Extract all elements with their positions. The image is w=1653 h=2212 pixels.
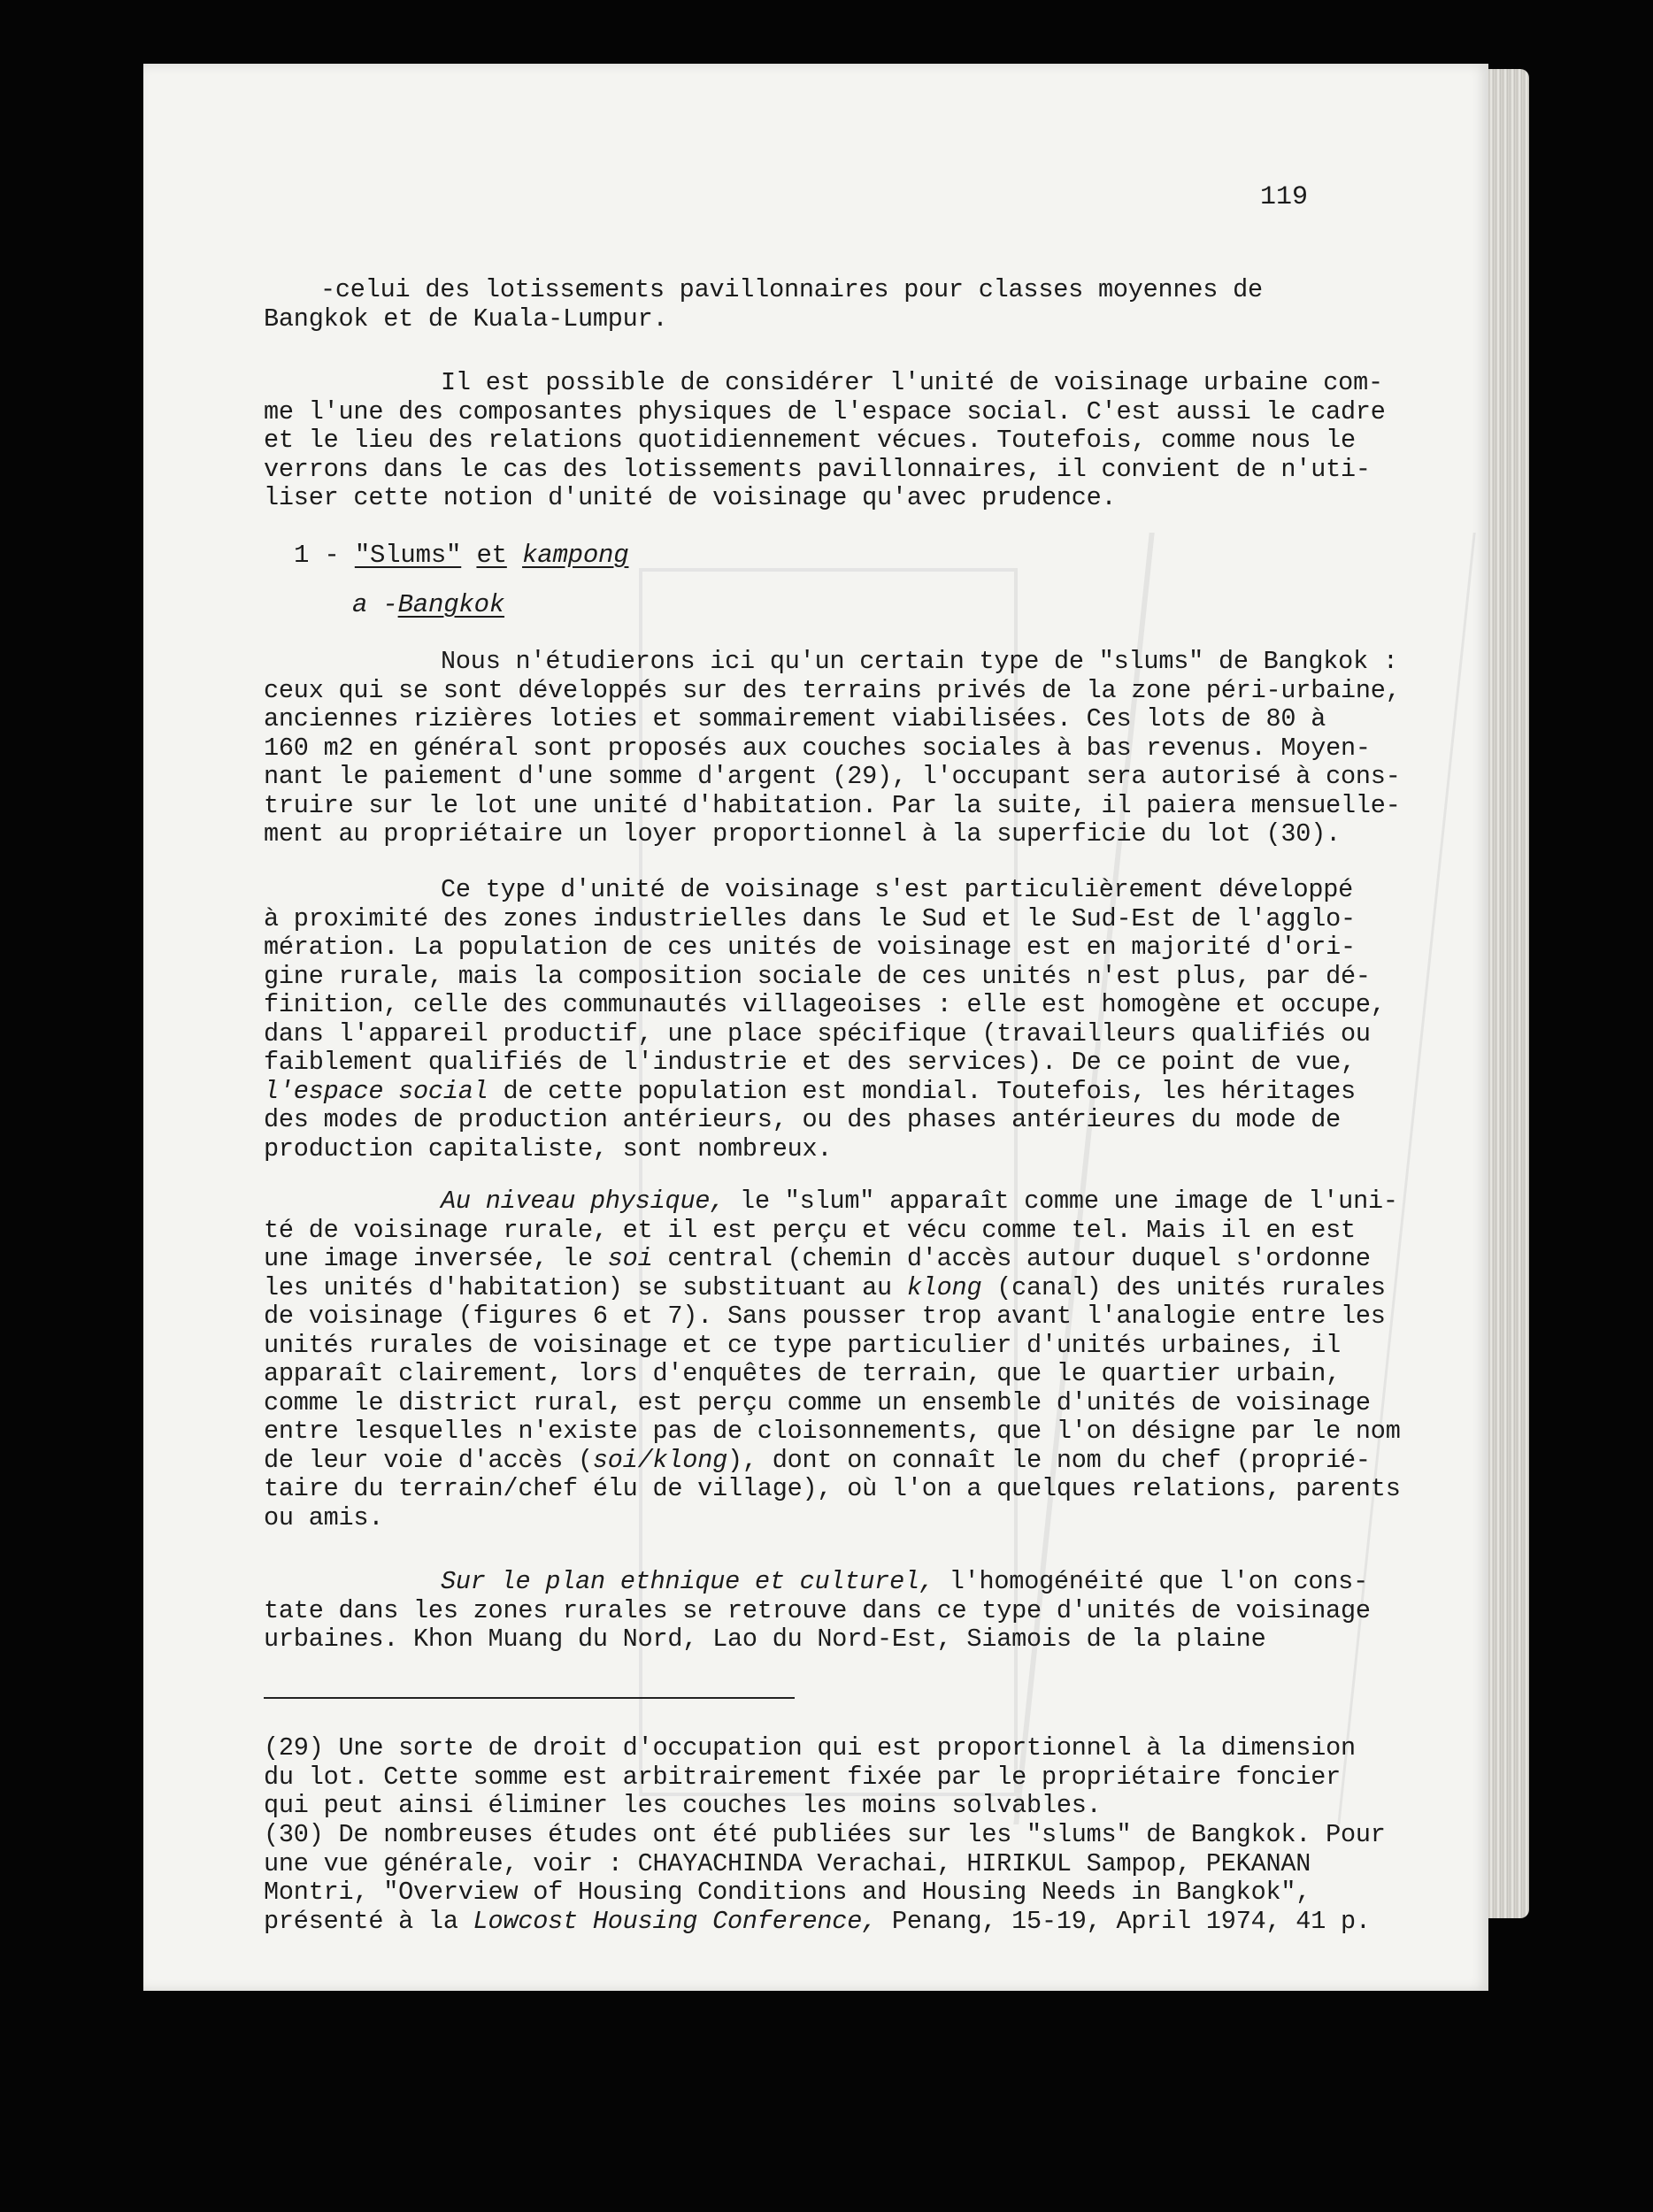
intro-paragraph-end: -celui des lotissements pavillonnaires pour classes moyennes de Bangkok et de Kuala-Lumpur.	[264, 275, 1263, 334]
paragraph-plan-ethnique: Sur le plan ethnique et culturel, l'homogénéité que l'on cons- tate dans les zones rurales se retrouve dans ce type d'unités de voisinage urbaines. Khon Muang du Nord, Lao du Nord-Est, Siamois de la plaine	[264, 1567, 1371, 1654]
section-heading: 1 - "Slums" et kampong	[294, 541, 629, 570]
book-page	[143, 64, 1488, 1991]
paragraph-voisinage: Il est possible de considérer l'unité de voisinage urbaine com- me l'une des composantes physiques de l'espace social. C'est aussi le cadre et le lieu des relations quotidiennement vécues. Toutefois, comme nous le verrons dans le cas des lotissements pavillonnaires, il convient de n'uti- liser cette notion d'unité de voisinage qu'avec prudence.	[264, 368, 1386, 512]
paragraph-slums: Nous n'étudierons ici qu'un certain type de "slums" de Bangkok : ceux qui se sont développés sur des terrains privés de la zone péri-urbaine, anciennes rizières loties et sommairement viabilisées. Ces lots de 80 à 160 m2 en général sont proposés aux couches sociales à bas revenus. Moyen- nant le paiement d'une somme d'argent (29), l'occupant sera autorisé à cons- truire sur le lot une unité d'habitation. Par la suite, il paiera mensuelle- ment au propriétaire un loyer proportionnel à la superficie du lot (30).	[264, 647, 1401, 849]
page-number: 119	[1260, 182, 1309, 212]
paragraph-niveau-physique: Au niveau physique, le "slum" apparaît comme une image de l'uni- té de voisinage rurale, et il est perçu et vécu comme tel. Mais il en est une image inversée, le soi central (chemin d'accès autour duquel s'ordonne les unités d'habitation) se substituant au klong (canal) des unités rurales de voisinage (figures 6 et 7). Sans pousser trop avant l'analogie entre les unités rurales de voisinage et ce type particulier d'unités urbaines, il apparaît clairement, lors d'enquêtes de terrain, que le quartier urbain, comme le district rural, est perçu comme un ensemble d'unités de voisinage entre lesquelles n'existe pas de cloisonnements, que l'on désigne par le nom de leur voie d'accès (soi/klong), dont on connaît le nom du chef (proprié- taire du terrain/chef élu de village), où l'on a quelques relations, parents ou amis.	[264, 1187, 1401, 1532]
subheading-bangkok: a -Bangkok	[352, 590, 505, 619]
footnote-30: (30) De nombreuses études ont été publiées sur les "slums" de Bangkok. Pour une vue générale, voir : CHAYACHINDA Verachai, HIRIKUL Sampop, PEKANAN Montri, "Overview of Housing Conditions and Housing Needs in Bangkok", présenté à la Lowcost Housing Conference, Penang, 15-19, April 1974, 41 p.	[264, 1820, 1386, 1936]
footnote-separator	[264, 1697, 795, 1699]
paragraph-type-unite: Ce type d'unité de voisinage s'est particulièrement développé à proximité des zones industrielles dans le Sud et le Sud-Est de l'agglo- mération. La population de ces unités de voisinage est en majorité d'ori- gine rurale, mais la composition sociale de ces unités n'est plus, par dé- finition, celle des communautés villageoises : elle est homogène et occupe, dans l'appareil productif, une place spécifique (travailleurs qualifiés ou faiblement qualifiés de l'industrie et des services). De ce point de vue, l'espace social de cette population est mondial. Toutefois, les héritages des modes de production antérieurs, ou des phases antérieures du mode de production capitaliste, sont nombreux.	[264, 875, 1386, 1164]
footnote-29: (29) Une sorte de droit d'occupation qui est proportionnel à la dimension du lot. Cette somme est arbitrairement fixée par le propriétaire foncier qui peut ainsi éliminer les couches les moins solvables.	[264, 1733, 1356, 1820]
